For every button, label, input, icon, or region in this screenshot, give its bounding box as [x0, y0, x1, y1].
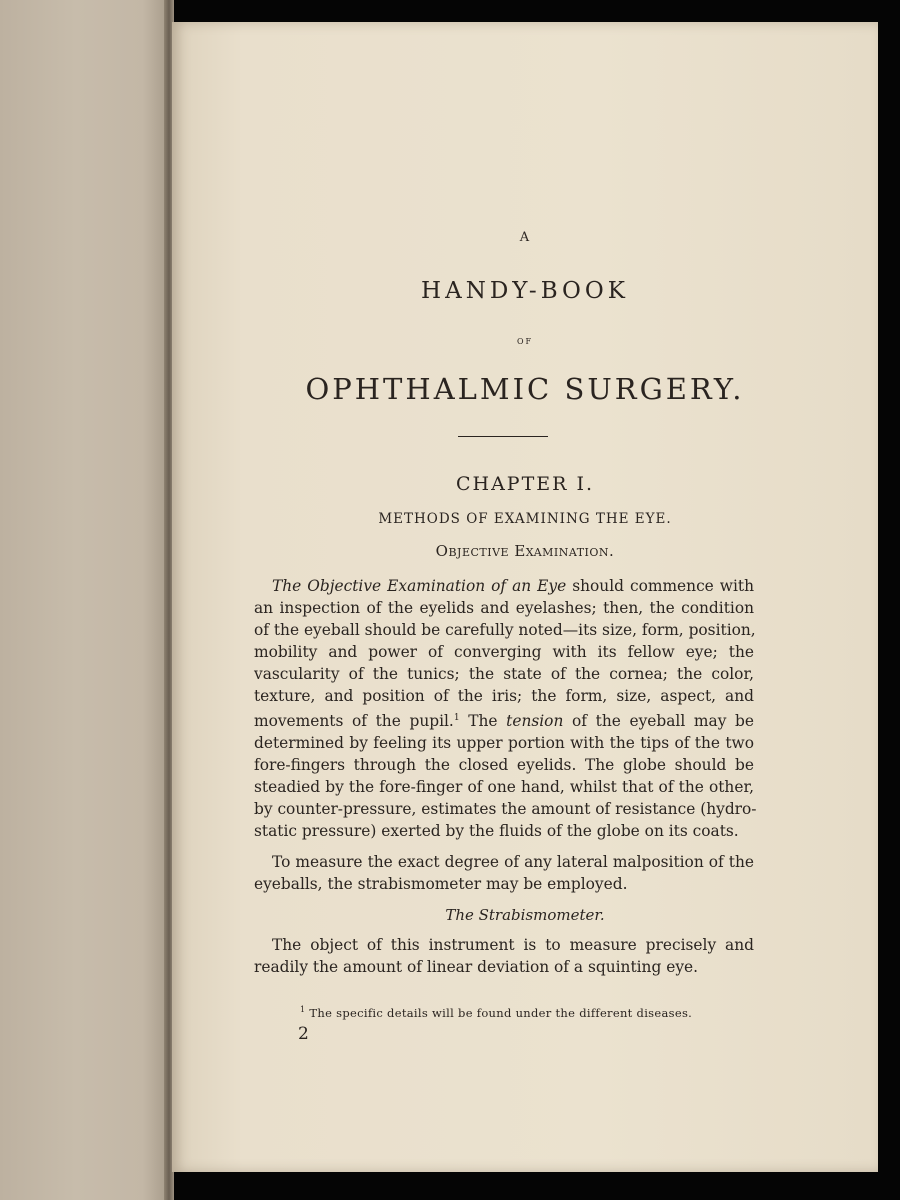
paragraph-line: determined by feeling its upper portion with the tips of the two	[254, 734, 754, 753]
paragraph-line: static pressure) exerted by the fluids of the globe on its coats.	[254, 822, 739, 841]
subsection-heading: Objective Examination.	[435, 542, 615, 560]
paragraph-malposition	[254, 851, 754, 895]
right-page	[172, 22, 878, 1172]
paragraph-line: The object of this instrument is to measure precisely and	[272, 936, 754, 954]
italic-tension: tension	[506, 712, 564, 731]
paragraph-line: movements of the pupil.$^1$ The tension of the eyeball may be	[254, 712, 754, 731]
signature-mark: 2	[298, 1024, 309, 1044]
strabismometer-heading: The Strabismometer.	[445, 906, 605, 924]
left-page	[0, 0, 168, 1200]
footnote	[300, 1005, 692, 1020]
paragraph-objective-examination	[254, 575, 757, 842]
paragraph-line: The Objective Examination of an Eye should commence with	[272, 577, 754, 595]
paragraph-line: by counter-pressure, estimates the amount of resistance (hydro-	[254, 800, 757, 819]
paragraph-line: steadied by the fore-finger of one hand, whilst that of the other,	[254, 778, 754, 797]
page-text	[172, 22, 878, 1172]
paragraph-line: texture, and position of the iris; the form, size, aspect, and	[254, 687, 754, 705]
paragraph-line: of the eyeball should be carefully noted—its size, form, position,	[254, 621, 756, 639]
footnote-text: The specific details will be found under the different diseases.	[309, 1005, 693, 1020]
section-heading: METHODS OF EXAMINING THE EYE.	[378, 511, 672, 527]
paragraph-line: fore-fingers through the closed eyelids. The globe should be	[254, 756, 754, 775]
title-of: OF	[516, 337, 534, 346]
paragraph-line: readily the amount of linear deviation of a squinting eye.	[254, 958, 699, 976]
paragraph-line: eyeballs, the strabismometer may be employed.	[254, 875, 628, 893]
paragraph-strabismometer	[254, 934, 754, 978]
title-rule	[458, 436, 548, 437]
title-article: A	[519, 230, 531, 245]
paragraph-line: To measure the exact degree of any lateral malposition of the	[272, 853, 754, 871]
title-line-2: OPHTHALMIC SURGERY.	[305, 372, 745, 406]
lead-italic: The Objective Examination of an Eye	[272, 577, 567, 595]
paragraph-line: vascularity of the tunics; the state of the cornea; the color,	[254, 665, 754, 683]
paragraph-line: mobility and power of converging with its fellow eye; the	[254, 643, 754, 661]
title-line-1: HANDY-BOOK	[421, 278, 629, 304]
footnote-reference: 1	[453, 713, 460, 723]
paragraph-line: an inspection of the eyelids and eyelashes; then, the condition	[254, 599, 754, 617]
footnote-marker: 1	[300, 1005, 306, 1014]
chapter-heading: CHAPTER I.	[455, 473, 595, 495]
